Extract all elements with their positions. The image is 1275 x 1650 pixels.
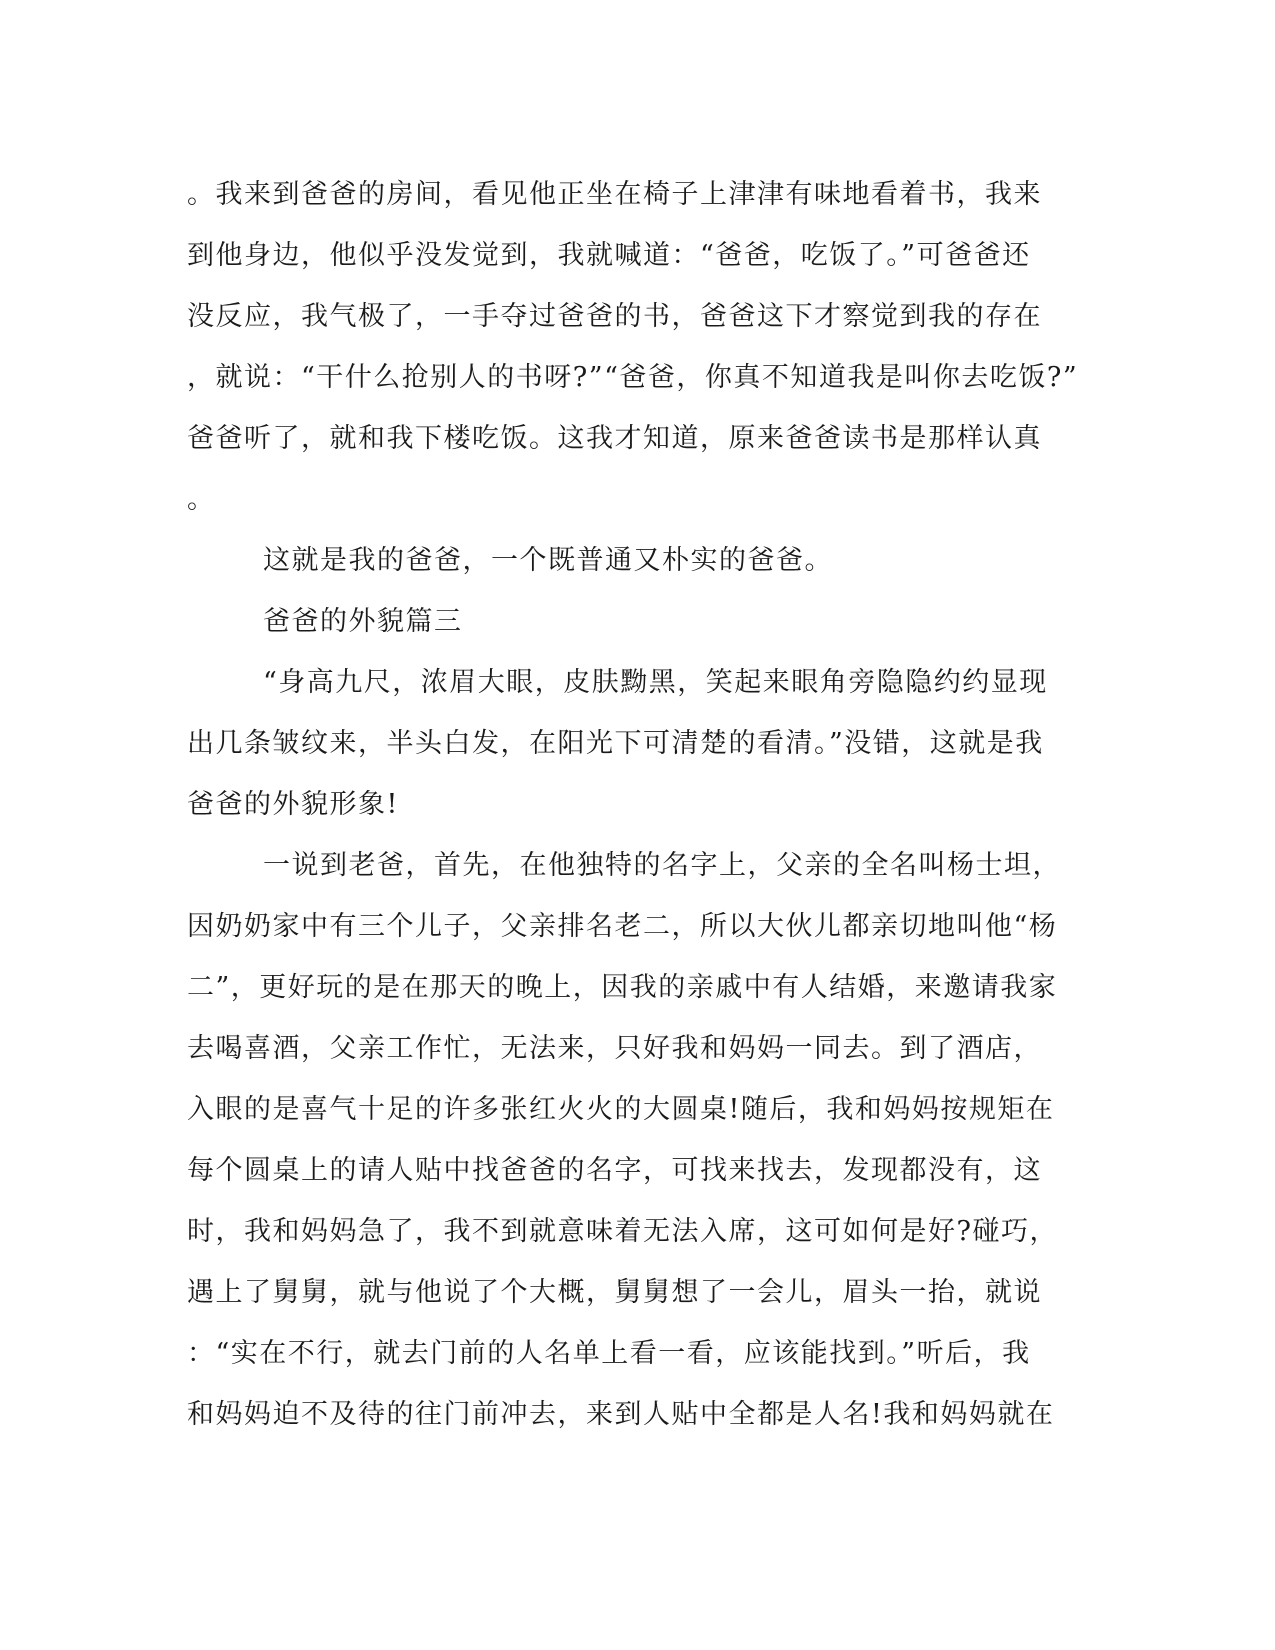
- text-line: ：“实在不行，就去门前的人名单上看一看，应该能找到。”听后，我: [187, 1338, 1031, 1369]
- text-line: 遇上了舅舅，就与他说了个大概，舅舅想了一会儿，眉头一抬，就说: [187, 1277, 1042, 1308]
- text-line: 。: [187, 484, 216, 515]
- text-line: 没反应，我气极了，一手夺过爸爸的书，爸爸这下才察觉到我的存在: [187, 301, 1042, 332]
- text-line: 每个圆桌上的请人贴中找爸爸的名字，可找来找去，发现都没有，这: [187, 1155, 1042, 1186]
- text-line: 二”，更好玩的是在那天的晚上，因我的亲戚中有人结婚，来邀请我家: [187, 972, 1058, 1003]
- text-line: 因奶奶家中有三个儿子，父亲排名老二，所以大伙儿都亲切地叫他“杨: [187, 911, 1058, 942]
- text-line: 和妈妈迫不及待的往门前冲去，来到人贴中全都是人名!我和妈妈就在: [187, 1399, 1055, 1430]
- paragraph-start-line: 这就是我的爸爸，一个既普通又朴实的爸爸。: [263, 545, 833, 576]
- text-line: 。我来到爸爸的房间，看见他正坐在椅子上津津有味地看着书，我来: [187, 179, 1042, 210]
- text-line: 爸爸的外貌形象!: [187, 789, 399, 820]
- paragraph-start-line: “身高九尺，浓眉大眼，皮肤黝黑，笑起来眼角旁隐隐约约显现: [263, 667, 1048, 698]
- text-line: 去喝喜酒，父亲工作忙，无法来，只好我和妈妈一同去。到了酒店，: [187, 1033, 1042, 1064]
- section-heading: 爸爸的外貌篇三: [263, 606, 463, 637]
- text-line: 出几条皱纹来，半头白发，在阳光下可清楚的看清。”没错，这就是我: [187, 728, 1044, 759]
- body-text: [187, 164, 1092, 1445]
- text-line: 爸爸听了，就和我下楼吃饭。这我才知道，原来爸爸读书是那样认真: [187, 423, 1042, 454]
- paragraph-start-line: 一说到老爸，首先，在他独特的名字上，父亲的全名叫杨士坦，: [263, 850, 1061, 881]
- text-line: 到他身边，他似乎没发觉到，我就喊道：“爸爸，吃饭了。”可爸爸还: [187, 240, 1031, 271]
- text-line: 时，我和妈妈急了，我不到就意味着无法入席，这可如何是好?碰巧，: [187, 1216, 1058, 1247]
- text-line: 入眼的是喜气十足的许多张红火火的大圆桌!随后，我和妈妈按规矩在: [187, 1094, 1055, 1125]
- text-line: ，就说：“干什么抢别人的书呀?”“爸爸，你真不知道我是叫你去吃饭?”: [187, 362, 1079, 393]
